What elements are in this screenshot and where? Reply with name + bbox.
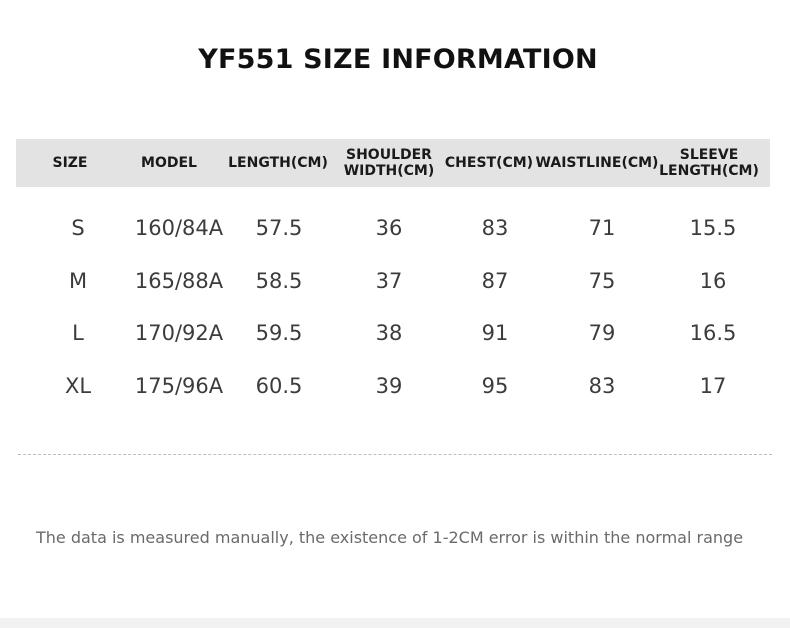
table-row (0, 266, 790, 296)
cell-shoulder-width: 37 (375, 269, 403, 293)
page-title: YF551 SIZE INFORMATION (198, 44, 598, 75)
cell-waistline: 75 (588, 269, 616, 293)
cell-chest: 83 (481, 216, 509, 240)
cell-sleeve-length: 16 (699, 269, 727, 293)
cell-shoulder-width: 38 (375, 321, 403, 345)
cell-model: 170/92A (134, 321, 224, 345)
cell-length: 57.5 (255, 216, 303, 240)
header-model: MODEL (141, 155, 197, 171)
cell-chest: 91 (481, 321, 509, 345)
cell-waistline: 71 (588, 216, 616, 240)
cell-length: 59.5 (255, 321, 303, 345)
measurement-note: The data is measured manually, the existence of 1-2CM error is within the normal range (36, 528, 744, 547)
cell-sleeve-length: 15.5 (689, 216, 737, 240)
cell-shoulder-width: 39 (375, 374, 403, 398)
header-sleeve-length: SLEEVE LENGTH(CM) (659, 147, 759, 179)
dashed-divider (18, 454, 772, 455)
cell-size: XL (64, 374, 92, 398)
cell-model: 165/88A (134, 269, 224, 293)
cell-model: 175/96A (134, 374, 224, 398)
table-row (0, 213, 790, 243)
cell-waistline: 79 (588, 321, 616, 345)
header-chest: CHEST(CM) (444, 155, 534, 171)
header-waistline: WAISTLINE(CM) (535, 155, 659, 171)
footer-band (0, 618, 790, 628)
cell-length: 60.5 (255, 374, 303, 398)
cell-shoulder-width: 36 (375, 216, 403, 240)
header-shoulder-width: SHOULDER WIDTH(CM) (343, 147, 435, 179)
table-row (0, 318, 790, 348)
cell-chest: 87 (481, 269, 509, 293)
cell-model: 160/84A (134, 216, 224, 240)
cell-size: L (72, 321, 84, 345)
cell-chest: 95 (481, 374, 509, 398)
cell-sleeve-length: 16.5 (689, 321, 737, 345)
cell-sleeve-length: 17 (699, 374, 727, 398)
table-row (0, 371, 790, 401)
cell-length: 58.5 (255, 269, 303, 293)
cell-size: M (68, 269, 88, 293)
cell-waistline: 83 (588, 374, 616, 398)
header-length: LENGTH(CM) (228, 155, 328, 171)
cell-size: S (71, 216, 85, 240)
header-size: SIZE (52, 155, 88, 171)
